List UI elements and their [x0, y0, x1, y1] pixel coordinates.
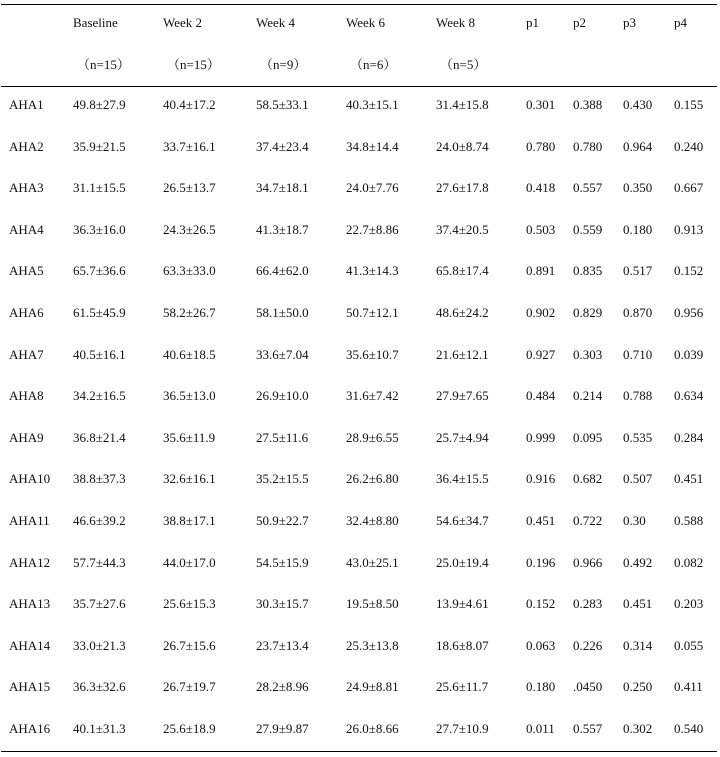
table-cell: 0.388: [573, 97, 603, 112]
table-cell: 36.8±21.4: [73, 430, 126, 445]
table-cell: 0.284: [674, 430, 704, 445]
table-cell: 27.9±7.65: [436, 388, 489, 403]
table-cell: 61.5±45.9: [73, 305, 126, 320]
table-cell: 34.7±18.1: [256, 180, 309, 195]
table-cell: 0.180: [623, 222, 653, 237]
table-cell: 18.6±8.07: [436, 638, 489, 653]
table-cell: 0.891: [526, 263, 556, 278]
table-cell: 57.7±44.3: [73, 555, 126, 570]
row-label: AHA4: [9, 222, 44, 237]
table-cell: 24.3±26.5: [163, 222, 216, 237]
table-cell: 50.9±22.7: [256, 513, 309, 528]
table-cell: 0.913: [674, 222, 704, 237]
table-cell: 54.6±34.7: [436, 513, 489, 528]
table-cell: 65.7±36.6: [73, 263, 126, 278]
table-cell: 28.2±8.96: [256, 679, 309, 694]
table-cell: 0.916: [526, 471, 556, 486]
table-cell: 26.0±8.66: [346, 721, 399, 736]
table-cell: 50.7±12.1: [346, 305, 399, 320]
table-cell: 31.4±15.8: [436, 97, 489, 112]
row-label: AHA9: [9, 430, 44, 445]
table-cell: 0.303: [573, 347, 603, 362]
column-header: Week 8: [436, 15, 476, 30]
table-cell: 0.314: [623, 638, 653, 653]
table-cell: 0.063: [526, 638, 556, 653]
table-cell: 0.780: [573, 139, 603, 154]
table-cell: 35.6±10.7: [346, 347, 399, 362]
table-cell: 0.214: [573, 388, 603, 403]
table-cell: 13.9±4.61: [436, 596, 489, 611]
table-cell: 33.6±7.04: [256, 347, 309, 362]
table-cell: 0.152: [526, 596, 556, 611]
row-label: AHA8: [9, 388, 44, 403]
table-cell: 25.6±11.7: [436, 679, 489, 694]
table-cell: 43.0±25.1: [346, 555, 399, 570]
column-sample-size: （n=15）: [167, 57, 220, 72]
table-cell: 0.722: [573, 513, 603, 528]
table-cell: 0.492: [623, 555, 653, 570]
row-label: AHA16: [9, 721, 51, 736]
row-label: AHA3: [9, 180, 44, 195]
table-cell: 41.3±14.3: [346, 263, 399, 278]
table-cell: 26.7±19.7: [163, 679, 216, 694]
table-cell: 25.3±13.8: [346, 638, 399, 653]
table-cell: 27.7±10.9: [436, 721, 489, 736]
table-cell: 0.956: [674, 305, 704, 320]
table-cell: 58.1±50.0: [256, 305, 309, 320]
table-cell: 26.5±13.7: [163, 180, 216, 195]
table-cell: 0.634: [674, 388, 704, 403]
table-cell: 37.4±23.4: [256, 139, 309, 154]
table-cell: 44.0±17.0: [163, 555, 216, 570]
row-label: AHA2: [9, 139, 44, 154]
table-cell: 34.2±16.5: [73, 388, 126, 403]
row-label: AHA6: [9, 305, 44, 320]
table-cell: 0.350: [623, 180, 653, 195]
column-header: Week 6: [346, 15, 386, 30]
table-cell: 0.418: [526, 180, 556, 195]
table-cell: 40.4±17.2: [163, 97, 216, 112]
table-cell: 26.7±15.6: [163, 638, 216, 653]
table-cell: 25.6±15.3: [163, 596, 216, 611]
table-cell: 0.283: [573, 596, 603, 611]
row-label: AHA1: [9, 97, 44, 112]
table-cell: 0.039: [674, 347, 704, 362]
table-cell: 0.964: [623, 139, 653, 154]
table-cell: 36.5±13.0: [163, 388, 216, 403]
row-label: AHA5: [9, 263, 44, 278]
table-cell: 36.3±32.6: [73, 679, 126, 694]
table-cell: 25.6±18.9: [163, 721, 216, 736]
table-cell: 32.4±8.80: [346, 513, 399, 528]
table-cell: 31.6±7.42: [346, 388, 399, 403]
table-cell: 0.203: [674, 596, 704, 611]
column-header: p4: [674, 15, 687, 30]
table-cell: 0.667: [674, 180, 704, 195]
table-cell: 38.8±17.1: [163, 513, 216, 528]
table-cell: 46.6±39.2: [73, 513, 126, 528]
table-cell: 36.3±16.0: [73, 222, 126, 237]
table-cell: 38.8±37.3: [73, 471, 126, 486]
table-cell: 35.7±27.6: [73, 596, 126, 611]
column-sample-size: （n=5）: [440, 57, 487, 72]
table-cell: 58.5±33.1: [256, 97, 309, 112]
table-cell: 0.503: [526, 222, 556, 237]
table-cell: 22.7±8.86: [346, 222, 399, 237]
table-cell: 0.535: [623, 430, 653, 445]
column-sample-size: （n=9）: [260, 57, 307, 72]
row-label: AHA10: [9, 471, 51, 486]
column-sample-size: （n=6）: [350, 57, 397, 72]
table-cell: 32.6±16.1: [163, 471, 216, 486]
table-cell: 25.7±4.94: [436, 430, 489, 445]
table-cell: 41.3±18.7: [256, 222, 309, 237]
row-label: AHA15: [9, 679, 51, 694]
table-cell: 31.1±15.5: [73, 180, 126, 195]
table-cell: 33.7±16.1: [163, 139, 216, 154]
column-sample-size: （n=15）: [77, 57, 130, 72]
table-cell: 49.8±27.9: [73, 97, 126, 112]
table-cell: 0.559: [573, 222, 603, 237]
table-cell: 40.3±15.1: [346, 97, 399, 112]
row-label: AHA13: [9, 596, 51, 611]
table-cell: 37.4±20.5: [436, 222, 489, 237]
table-cell: 40.1±31.3: [73, 721, 126, 736]
table-cell: 54.5±15.9: [256, 555, 309, 570]
table-cell: 25.0±19.4: [436, 555, 489, 570]
table-cell: 0.788: [623, 388, 653, 403]
table-cell: 35.6±11.9: [163, 430, 216, 445]
table-cell: 27.9±9.87: [256, 721, 309, 736]
column-header: p2: [573, 15, 586, 30]
table-cell: 27.5±11.6: [256, 430, 309, 445]
table-cell: 0.411: [674, 679, 703, 694]
table-cell: 0.302: [623, 721, 653, 736]
table-cell: 33.0±21.3: [73, 638, 126, 653]
table-cell: 35.2±15.5: [256, 471, 309, 486]
table-cell: 26.2±6.80: [346, 471, 399, 486]
table-cell: 19.5±8.50: [346, 596, 399, 611]
table-cell: 0.557: [573, 180, 603, 195]
table-cell: 0.430: [623, 97, 653, 112]
table-cell: 0.196: [526, 555, 556, 570]
table-cell: 0.999: [526, 430, 556, 445]
table-cell: 0.682: [573, 471, 603, 486]
table-cell: 63.3±33.0: [163, 263, 216, 278]
table-header-rule: [1, 86, 717, 87]
table-cell: 0.155: [674, 97, 704, 112]
table-cell: 0.780: [526, 139, 556, 154]
table-cell: 35.9±21.5: [73, 139, 126, 154]
table-cell: 0.082: [674, 555, 704, 570]
table-cell: 0.870: [623, 305, 653, 320]
column-header: Week 4: [256, 15, 296, 30]
table-cell: 0.540: [674, 721, 704, 736]
table-cell: 0.835: [573, 263, 603, 278]
table-cell: 0.517: [623, 263, 653, 278]
table-cell: 21.6±12.1: [436, 347, 489, 362]
table-cell: 26.9±10.0: [256, 388, 309, 403]
column-header: p3: [623, 15, 636, 30]
table-cell: .0450: [573, 679, 603, 694]
table-cell: 27.6±17.8: [436, 180, 489, 195]
column-header: Week 2: [163, 15, 203, 30]
table-cell: 65.8±17.4: [436, 263, 489, 278]
table-cell: 0.180: [526, 679, 556, 694]
table-cell: 0.226: [573, 638, 603, 653]
table-cell: 40.6±18.5: [163, 347, 216, 362]
table-cell: 0.588: [674, 513, 704, 528]
table-cell: 24.9±8.81: [346, 679, 399, 694]
table-cell: 0.30: [623, 513, 646, 528]
row-label: AHA14: [9, 638, 51, 653]
table-cell: 0.710: [623, 347, 653, 362]
table-cell: 28.9±6.55: [346, 430, 399, 445]
row-label: AHA11: [9, 513, 50, 528]
table-cell: 0.055: [674, 638, 704, 653]
table-cell: 0.250: [623, 679, 653, 694]
column-header: p1: [526, 15, 539, 30]
table-cell: 48.6±24.2: [436, 305, 489, 320]
table-cell: 0.829: [573, 305, 603, 320]
row-label: AHA7: [9, 347, 44, 362]
table-cell: 0.507: [623, 471, 653, 486]
table-cell: 0.451: [623, 596, 653, 611]
table-cell: 0.902: [526, 305, 556, 320]
table-cell: 24.0±7.76: [346, 180, 399, 195]
table-top-rule: [1, 4, 717, 5]
table-cell: 0.240: [674, 139, 704, 154]
table-cell: 0.152: [674, 263, 704, 278]
table-cell: 40.5±16.1: [73, 347, 126, 362]
table-cell: 23.7±13.4: [256, 638, 309, 653]
table-cell: 66.4±62.0: [256, 263, 309, 278]
table-cell: 0.095: [573, 430, 603, 445]
table-cell: 0.301: [526, 97, 556, 112]
table-cell: 0.927: [526, 347, 556, 362]
table-cell: 0.557: [573, 721, 603, 736]
table-cell: 24.0±8.74: [436, 139, 489, 154]
table-cell: 36.4±15.5: [436, 471, 489, 486]
table-cell: 0.011: [526, 721, 555, 736]
row-label: AHA12: [9, 555, 51, 570]
table-cell: 30.3±15.7: [256, 596, 309, 611]
column-header: Baseline: [73, 15, 118, 30]
table-cell: 34.8±14.4: [346, 139, 399, 154]
table-cell: 58.2±26.7: [163, 305, 216, 320]
table-cell: 0.484: [526, 388, 556, 403]
table-bottom-rule: [1, 751, 717, 752]
table-cell: 0.966: [573, 555, 603, 570]
table-cell: 0.451: [526, 513, 556, 528]
table-cell: 0.451: [674, 471, 704, 486]
